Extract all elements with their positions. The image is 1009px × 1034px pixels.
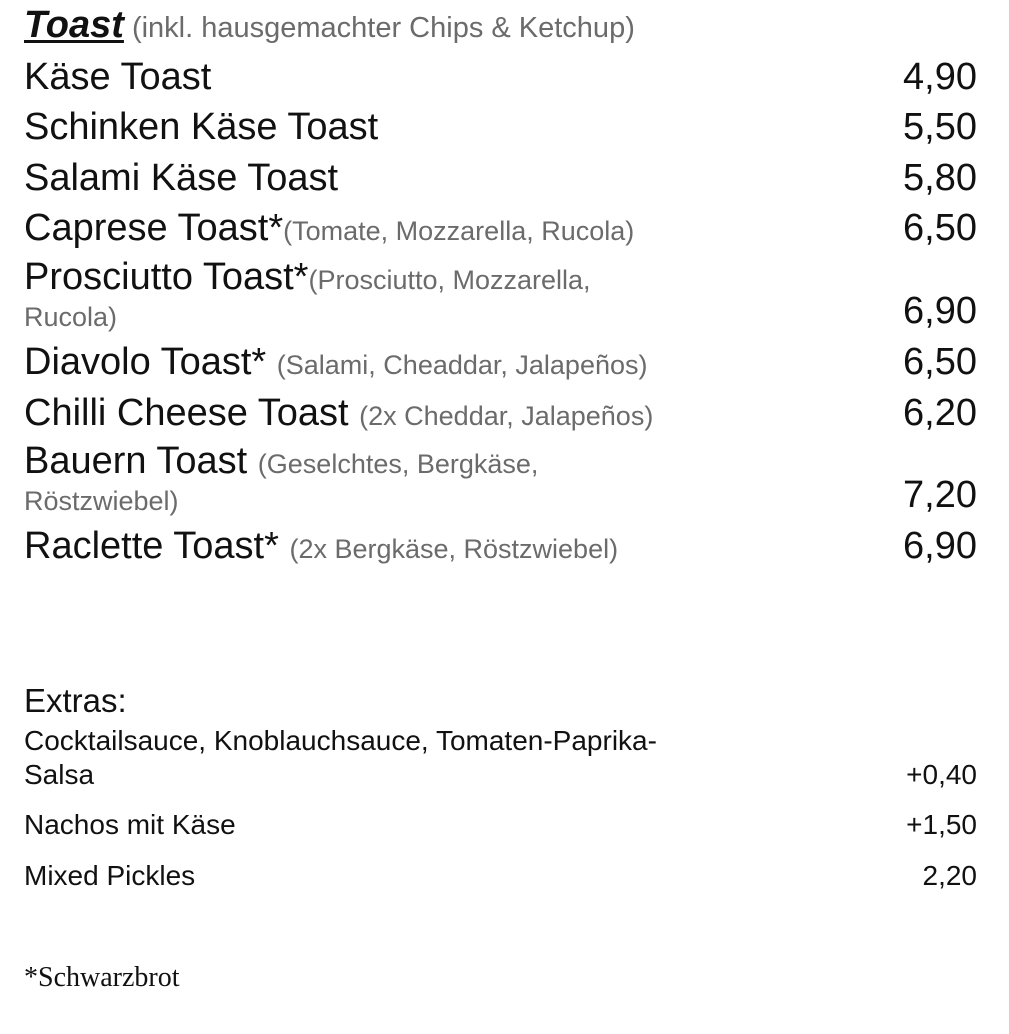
extra-item: [24, 725, 977, 797]
item-description: (2x Cheddar, Jalapeños): [359, 401, 654, 431]
item-price: 6,50: [903, 207, 977, 249]
item-name: Caprese Toast*: [24, 207, 284, 249]
extra-item: [24, 809, 977, 845]
extra-name: Mixed Pickles: [24, 860, 196, 891]
item-description: (Geselchtes, Bergkäse,: [257, 449, 539, 479]
extra-price: +1,50: [906, 809, 977, 840]
menu-item: [24, 106, 977, 150]
menu-item: [24, 341, 977, 385]
menu-item: [24, 56, 977, 100]
item-name: Chilli Cheese Toast: [24, 392, 360, 434]
item-description-continued: Röstzwiebel): [24, 486, 179, 516]
section-title: Toast: [24, 4, 124, 46]
item-price: 6,90: [903, 290, 977, 332]
item-name: Käse Toast: [24, 56, 212, 98]
extra-name: Cocktailsauce, Knoblauchsauce, Tomaten-Paprika-: [24, 725, 657, 756]
item-price: 5,50: [903, 106, 977, 148]
extra-item: [24, 860, 977, 896]
item-description: (2x Bergkäse, Röstzwiebel): [289, 534, 619, 564]
item-name: Prosciutto Toast*: [24, 256, 309, 298]
menu-item: [24, 392, 977, 436]
extra-name: Nachos mit Käse: [24, 809, 236, 840]
menu-item: [24, 440, 977, 520]
item-price: 7,20: [903, 474, 977, 516]
item-description: (Tomate, Mozzarella, Rucola): [283, 216, 635, 246]
extra-price: +0,40: [906, 759, 977, 790]
footnote: *Schwarzbrot: [24, 962, 180, 993]
menu-item: [24, 525, 977, 569]
menu-item: [24, 256, 977, 336]
item-description: (Salami, Cheaddar, Jalapeños): [276, 350, 648, 380]
item-name: Salami Käse Toast: [24, 157, 339, 199]
item-price: 4,90: [903, 56, 977, 98]
item-price: 6,90: [903, 525, 977, 567]
item-price: 6,50: [903, 341, 977, 383]
extra-name-continued: Salsa: [24, 759, 95, 790]
extra-price: 2,20: [922, 860, 977, 891]
item-name: Raclette Toast*: [24, 525, 290, 567]
item-description-continued: Rucola): [24, 302, 118, 332]
item-name: Schinken Käse Toast: [24, 106, 379, 148]
extras-title: Extras:: [24, 682, 127, 719]
section-subtitle: (inkl. hausgemachter Chips & Ketchup): [131, 12, 635, 44]
item-price: 6,20: [903, 392, 977, 434]
item-description: (Prosciutto, Mozzarella,: [308, 265, 591, 295]
menu-item: [24, 157, 977, 201]
item-name: Diavolo Toast*: [24, 341, 277, 383]
item-name: Bauern Toast: [24, 440, 258, 482]
item-price: 5,80: [903, 157, 977, 199]
menu-item: [24, 207, 977, 251]
section-heading: [24, 4, 924, 47]
